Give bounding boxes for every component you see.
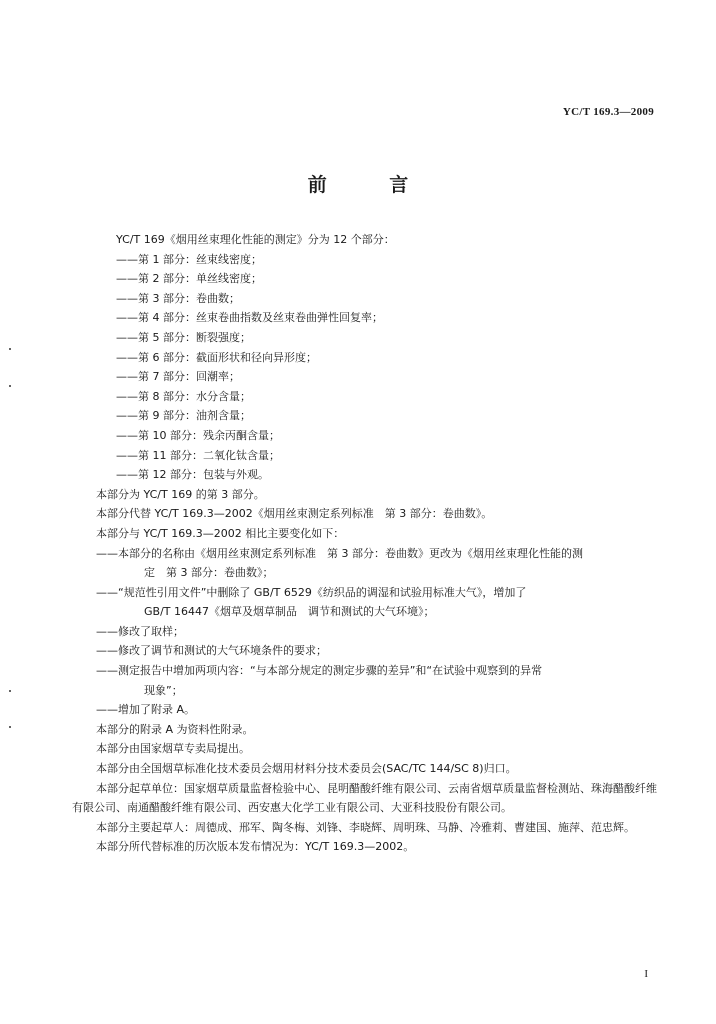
paragraph: 本部分所代替标准的历次版本发布情况为：YC/T 169.3—2002。 xyxy=(96,840,415,854)
drafters: 本部分主要起草人：周德成、邢军、陶冬梅、刘锋、李晓辉、周明珠、马静、冷雅莉、曹建国、施萍、范忠辉。 xyxy=(96,820,635,834)
standard-number: YC/T 169.3—2009 xyxy=(562,106,654,118)
margin-mark xyxy=(9,726,11,728)
list-item: ——第 7 部分：回潮率； xyxy=(116,370,240,384)
list-item: ——第 5 部分：断裂强度； xyxy=(116,330,251,344)
drafting-units: 本部分起草单位：国家烟草质量监督检验中心、昆明醋酸纤维有限公司、云南省烟草质量监督检测站、珠海醋酸纤维有限公司、南通醋酸纤维有限公司、西安惠大化学工业有限公司、大亚科技股份有限公司。 xyxy=(72,781,657,815)
margin-mark xyxy=(9,690,11,692)
change-item-continuation: GB/T 16447《烟草及烟草制品 调节和测试的大气环境》； xyxy=(144,605,435,619)
margin-mark xyxy=(9,348,11,350)
paragraph: 本部分代替 YC/T 169.3—2002《烟用丝束测定系列标准 第 3 部分：卷曲数》。 xyxy=(96,507,493,521)
list-item: ——第 2 部分：单丝线密度； xyxy=(116,272,262,286)
list-item: ——第 9 部分：油剂含量； xyxy=(116,409,251,423)
page-number: I xyxy=(644,968,648,980)
paragraph: 本部分由全国烟草标准化技术委员会烟用材料分技术委员会(SAC/TC 144/SC 8)归口。 xyxy=(96,762,517,776)
list-item: ——第 4 部分：丝束卷曲指数及丝束卷曲弹性回复率； xyxy=(116,311,383,325)
margin-mark xyxy=(9,385,11,387)
intro-line: YC/T 169《烟用丝束理化性能的测定》分为 12 个部分： xyxy=(116,233,395,246)
paragraph: 本部分由国家烟草专卖局提出。 xyxy=(96,742,250,756)
paragraph: 本部分与 YC/T 169.3—2002 相比主要变化如下： xyxy=(96,526,345,540)
list-item: ——第 1 部分：丝束线密度； xyxy=(116,252,262,266)
list-item: ——第 10 部分：残余丙酮含量； xyxy=(116,428,280,442)
change-item-continuation: 定 第 3 部分：卷曲数》； xyxy=(144,566,274,580)
paragraph: 本部分为 YC/T 169 的第 3 部分。 xyxy=(96,487,265,501)
list-item: ——第 3 部分：卷曲数； xyxy=(116,291,240,305)
page-title: 前 言 xyxy=(307,174,437,196)
change-item: ——“规范性引用文件”中删除了 GB/T 6529《纺织品的调湿和试验用标准大气》，增加了 xyxy=(96,585,527,599)
change-item: ——修改了取样； xyxy=(96,624,184,638)
change-item-continuation: 现象”； xyxy=(144,683,183,697)
change-item: ——本部分的名称由《烟用丝束测定系列标准 第 3 部分：卷曲数》更改为《烟用丝束理化性能的测 xyxy=(96,546,583,560)
list-item: ——第 6 部分：截面形状和径向异形度； xyxy=(116,350,317,364)
change-item: ——测定报告中增加两项内容：“与本部分规定的测定步骤的差异”和“在试验中观察到的异常 xyxy=(96,664,543,678)
paragraph: 本部分的附录 A 为资料性附录。 xyxy=(96,722,254,736)
list-item: ——第 8 部分：水分含量； xyxy=(116,389,251,403)
list-item: ——第 11 部分：二氧化钛含量； xyxy=(116,448,280,462)
foreword-body xyxy=(72,230,658,857)
change-item: ——修改了调节和测试的大气环境条件的要求； xyxy=(96,644,327,658)
change-item: ——增加了附录 A。 xyxy=(96,703,196,717)
list-item: ——第 12 部分：包装与外观。 xyxy=(116,468,269,482)
